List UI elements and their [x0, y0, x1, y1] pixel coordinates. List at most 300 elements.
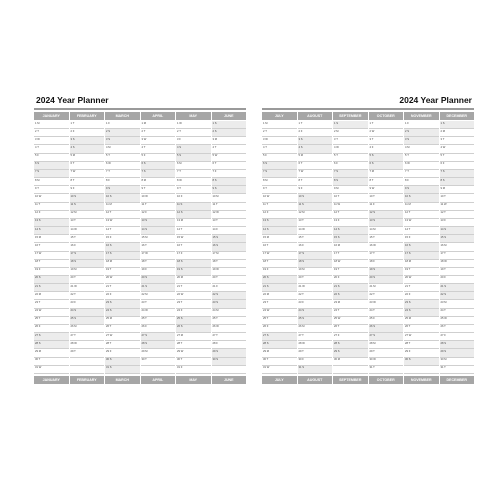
day-cell[interactable] — [176, 268, 211, 276]
day-cell[interactable] — [298, 162, 333, 170]
day-cell[interactable] — [333, 219, 368, 227]
day-cell[interactable] — [369, 333, 404, 341]
day-cell[interactable] — [212, 358, 247, 366]
day-cell[interactable] — [141, 186, 176, 194]
day-cell[interactable] — [404, 129, 439, 137]
day-cell[interactable] — [176, 341, 211, 349]
day-cell[interactable] — [70, 349, 105, 357]
day-cell[interactable] — [105, 219, 140, 227]
day-cell[interactable] — [212, 129, 247, 137]
day-cell[interactable] — [212, 300, 247, 308]
day-cell[interactable] — [176, 121, 211, 129]
day-cell[interactable] — [70, 325, 105, 333]
day-cell[interactable] — [298, 129, 333, 137]
day-cell[interactable] — [262, 211, 297, 219]
day-cell[interactable] — [212, 292, 247, 300]
day-cell[interactable] — [70, 137, 105, 145]
day-cell[interactable] — [298, 292, 333, 300]
day-cell[interactable] — [333, 145, 368, 153]
day-cell[interactable] — [404, 154, 439, 162]
day-cell[interactable] — [105, 137, 140, 145]
day-cell[interactable] — [333, 137, 368, 145]
day-cell[interactable] — [404, 260, 439, 268]
day-cell[interactable] — [141, 358, 176, 366]
day-cell[interactable] — [141, 341, 176, 349]
day-cell[interactable] — [440, 162, 475, 170]
day-cell[interactable] — [298, 276, 333, 284]
day-cell[interactable] — [70, 219, 105, 227]
day-cell[interactable] — [262, 186, 297, 194]
day-cell[interactable] — [440, 203, 475, 211]
day-cell[interactable] — [212, 194, 247, 202]
day-cell[interactable] — [141, 154, 176, 162]
day-cell[interactable] — [404, 317, 439, 325]
day-cell[interactable] — [333, 211, 368, 219]
day-cell[interactable] — [34, 145, 69, 153]
day-cell[interactable] — [34, 325, 69, 333]
day-cell[interactable] — [333, 170, 368, 178]
day-cell[interactable] — [333, 162, 368, 170]
day-cell[interactable] — [298, 178, 333, 186]
day-cell[interactable] — [404, 284, 439, 292]
day-cell[interactable] — [34, 178, 69, 186]
day-cell[interactable] — [440, 284, 475, 292]
day-cell[interactable] — [212, 366, 247, 374]
day-cell[interactable] — [404, 358, 439, 366]
day-cell[interactable] — [440, 366, 475, 374]
day-cell[interactable] — [176, 227, 211, 235]
day-cell[interactable] — [262, 145, 297, 153]
day-cell[interactable] — [70, 145, 105, 153]
day-cell[interactable] — [141, 260, 176, 268]
day-cell[interactable] — [333, 341, 368, 349]
day-cell[interactable] — [70, 252, 105, 260]
day-cell[interactable] — [34, 341, 69, 349]
day-cell[interactable] — [34, 260, 69, 268]
day-cell[interactable] — [105, 227, 140, 235]
day-cell[interactable] — [141, 194, 176, 202]
day-cell[interactable] — [369, 194, 404, 202]
day-cell[interactable] — [404, 349, 439, 357]
day-cell[interactable] — [298, 317, 333, 325]
day-cell[interactable] — [34, 366, 69, 374]
day-cell[interactable] — [70, 341, 105, 349]
day-cell[interactable] — [176, 260, 211, 268]
day-cell[interactable] — [70, 203, 105, 211]
day-cell[interactable] — [262, 317, 297, 325]
day-cell[interactable] — [333, 268, 368, 276]
day-cell[interactable] — [369, 243, 404, 251]
day-cell[interactable] — [176, 186, 211, 194]
day-cell[interactable] — [212, 170, 247, 178]
day-cell[interactable] — [141, 252, 176, 260]
day-cell[interactable] — [262, 129, 297, 137]
day-cell[interactable] — [262, 137, 297, 145]
day-cell[interactable] — [70, 243, 105, 251]
day-cell[interactable] — [105, 186, 140, 194]
day-cell[interactable] — [262, 194, 297, 202]
day-cell[interactable] — [34, 268, 69, 276]
day-cell[interactable] — [404, 325, 439, 333]
day-cell[interactable] — [34, 211, 69, 219]
day-cell[interactable] — [369, 341, 404, 349]
day-cell[interactable] — [298, 154, 333, 162]
day-cell[interactable] — [440, 235, 475, 243]
day-cell[interactable] — [105, 325, 140, 333]
day-cell[interactable] — [262, 276, 297, 284]
day-cell[interactable] — [369, 154, 404, 162]
day-cell[interactable] — [141, 276, 176, 284]
day-cell[interactable] — [440, 129, 475, 137]
day-cell[interactable] — [262, 260, 297, 268]
day-cell[interactable] — [440, 219, 475, 227]
day-cell[interactable] — [212, 154, 247, 162]
day-cell[interactable] — [141, 317, 176, 325]
day-cell[interactable] — [141, 178, 176, 186]
day-cell[interactable] — [298, 219, 333, 227]
day-cell[interactable] — [141, 300, 176, 308]
day-cell[interactable] — [70, 154, 105, 162]
day-cell[interactable] — [333, 252, 368, 260]
day-cell[interactable] — [369, 358, 404, 366]
day-cell[interactable] — [34, 170, 69, 178]
day-cell[interactable] — [440, 317, 475, 325]
day-cell[interactable] — [333, 366, 368, 374]
day-cell[interactable] — [70, 317, 105, 325]
day-cell[interactable] — [176, 194, 211, 202]
day-cell[interactable] — [298, 194, 333, 202]
day-cell[interactable] — [212, 268, 247, 276]
day-cell[interactable] — [369, 235, 404, 243]
day-cell[interactable] — [404, 341, 439, 349]
day-cell[interactable] — [176, 137, 211, 145]
day-cell[interactable] — [298, 300, 333, 308]
day-cell[interactable] — [262, 243, 297, 251]
day-cell[interactable] — [440, 137, 475, 145]
day-cell[interactable] — [105, 349, 140, 357]
day-cell[interactable] — [176, 162, 211, 170]
day-cell[interactable] — [333, 243, 368, 251]
day-cell[interactable] — [298, 203, 333, 211]
day-cell[interactable] — [404, 145, 439, 153]
day-cell[interactable] — [212, 227, 247, 235]
day-cell[interactable] — [369, 170, 404, 178]
day-cell[interactable] — [212, 341, 247, 349]
day-cell[interactable] — [404, 186, 439, 194]
day-cell[interactable] — [404, 178, 439, 186]
day-cell[interactable] — [212, 162, 247, 170]
day-cell[interactable] — [440, 194, 475, 202]
day-cell[interactable] — [105, 203, 140, 211]
day-cell[interactable] — [369, 219, 404, 227]
day-cell[interactable] — [105, 260, 140, 268]
day-cell[interactable] — [369, 178, 404, 186]
day-cell[interactable] — [176, 154, 211, 162]
day-cell[interactable] — [105, 366, 140, 374]
day-cell[interactable] — [369, 317, 404, 325]
day-cell[interactable] — [404, 227, 439, 235]
day-cell[interactable] — [105, 235, 140, 243]
day-cell[interactable] — [70, 300, 105, 308]
day-cell[interactable] — [70, 227, 105, 235]
day-cell[interactable] — [298, 211, 333, 219]
day-cell[interactable] — [212, 325, 247, 333]
day-cell[interactable] — [440, 252, 475, 260]
day-cell[interactable] — [369, 349, 404, 357]
day-cell[interactable] — [70, 129, 105, 137]
day-cell[interactable] — [369, 309, 404, 317]
day-cell[interactable] — [70, 235, 105, 243]
day-cell[interactable] — [141, 325, 176, 333]
day-cell[interactable] — [141, 309, 176, 317]
day-cell[interactable] — [262, 292, 297, 300]
day-cell[interactable] — [105, 129, 140, 137]
day-cell[interactable] — [440, 145, 475, 153]
day-cell[interactable] — [333, 154, 368, 162]
day-cell[interactable] — [141, 243, 176, 251]
day-cell[interactable] — [262, 284, 297, 292]
day-cell[interactable] — [105, 268, 140, 276]
day-cell[interactable] — [404, 300, 439, 308]
day-cell[interactable] — [369, 300, 404, 308]
day-cell[interactable] — [34, 227, 69, 235]
day-cell[interactable] — [141, 284, 176, 292]
day-cell[interactable] — [212, 260, 247, 268]
day-cell[interactable] — [262, 268, 297, 276]
day-cell[interactable] — [369, 137, 404, 145]
day-cell[interactable] — [440, 276, 475, 284]
day-cell[interactable] — [404, 121, 439, 129]
day-cell[interactable] — [105, 333, 140, 341]
day-cell[interactable] — [176, 325, 211, 333]
day-cell[interactable] — [141, 333, 176, 341]
day-cell[interactable] — [34, 129, 69, 137]
day-cell[interactable] — [369, 129, 404, 137]
day-cell[interactable] — [212, 317, 247, 325]
day-cell[interactable] — [34, 162, 69, 170]
day-cell[interactable] — [212, 252, 247, 260]
day-cell[interactable] — [105, 317, 140, 325]
day-cell[interactable] — [440, 333, 475, 341]
day-cell[interactable] — [298, 145, 333, 153]
day-cell[interactable] — [105, 276, 140, 284]
day-cell[interactable] — [176, 292, 211, 300]
day-cell[interactable] — [333, 203, 368, 211]
day-cell[interactable] — [70, 170, 105, 178]
day-cell[interactable] — [141, 137, 176, 145]
day-cell[interactable] — [105, 252, 140, 260]
day-cell[interactable] — [176, 349, 211, 357]
day-cell[interactable] — [141, 129, 176, 137]
day-cell[interactable] — [262, 154, 297, 162]
day-cell[interactable] — [369, 227, 404, 235]
day-cell[interactable] — [333, 186, 368, 194]
day-cell[interactable] — [404, 219, 439, 227]
day-cell[interactable] — [298, 341, 333, 349]
day-cell[interactable] — [176, 252, 211, 260]
day-cell[interactable] — [440, 268, 475, 276]
day-cell[interactable] — [369, 203, 404, 211]
day-cell[interactable] — [176, 219, 211, 227]
day-cell[interactable] — [70, 211, 105, 219]
day-cell[interactable] — [298, 121, 333, 129]
day-cell[interactable] — [212, 219, 247, 227]
day-cell[interactable] — [404, 235, 439, 243]
day-cell[interactable] — [34, 194, 69, 202]
day-cell[interactable] — [262, 300, 297, 308]
day-cell[interactable] — [369, 145, 404, 153]
day-cell[interactable] — [176, 211, 211, 219]
day-cell[interactable] — [404, 252, 439, 260]
day-cell[interactable] — [369, 162, 404, 170]
day-cell[interactable] — [262, 203, 297, 211]
day-cell[interactable] — [212, 145, 247, 153]
day-cell[interactable] — [70, 276, 105, 284]
day-cell[interactable] — [333, 333, 368, 341]
day-cell[interactable] — [176, 178, 211, 186]
day-cell[interactable] — [105, 284, 140, 292]
day-cell[interactable] — [298, 366, 333, 374]
day-cell[interactable] — [105, 243, 140, 251]
day-cell[interactable] — [141, 121, 176, 129]
day-cell[interactable] — [141, 145, 176, 153]
day-cell[interactable] — [298, 309, 333, 317]
day-cell[interactable] — [262, 325, 297, 333]
day-cell[interactable] — [298, 170, 333, 178]
day-cell[interactable] — [141, 211, 176, 219]
day-cell[interactable] — [298, 268, 333, 276]
day-cell[interactable] — [176, 284, 211, 292]
day-cell[interactable] — [298, 284, 333, 292]
day-cell[interactable] — [70, 284, 105, 292]
day-cell[interactable] — [212, 178, 247, 186]
day-cell[interactable] — [404, 333, 439, 341]
day-cell[interactable] — [34, 243, 69, 251]
day-cell[interactable] — [141, 268, 176, 276]
day-cell[interactable] — [262, 366, 297, 374]
day-cell[interactable] — [333, 358, 368, 366]
day-cell[interactable] — [333, 349, 368, 357]
day-cell[interactable] — [369, 121, 404, 129]
day-cell[interactable] — [70, 121, 105, 129]
day-cell[interactable] — [440, 260, 475, 268]
day-cell[interactable] — [369, 211, 404, 219]
day-cell[interactable] — [34, 276, 69, 284]
day-cell[interactable] — [70, 333, 105, 341]
day-cell[interactable] — [105, 358, 140, 366]
day-cell[interactable] — [298, 235, 333, 243]
day-cell[interactable] — [176, 235, 211, 243]
day-cell[interactable] — [440, 178, 475, 186]
day-cell[interactable] — [212, 333, 247, 341]
day-cell[interactable] — [212, 243, 247, 251]
day-cell[interactable] — [440, 341, 475, 349]
day-cell[interactable] — [404, 366, 439, 374]
day-cell[interactable] — [333, 235, 368, 243]
day-cell[interactable] — [333, 300, 368, 308]
day-cell[interactable] — [212, 137, 247, 145]
day-cell[interactable] — [141, 203, 176, 211]
day-cell[interactable] — [440, 358, 475, 366]
day-cell[interactable] — [333, 276, 368, 284]
day-cell[interactable] — [440, 121, 475, 129]
day-cell[interactable] — [298, 325, 333, 333]
day-cell[interactable] — [34, 203, 69, 211]
day-cell[interactable] — [404, 194, 439, 202]
day-cell[interactable] — [34, 235, 69, 243]
day-cell[interactable] — [404, 268, 439, 276]
day-cell[interactable] — [105, 309, 140, 317]
day-cell[interactable] — [34, 219, 69, 227]
day-cell[interactable] — [404, 211, 439, 219]
day-cell[interactable] — [333, 121, 368, 129]
day-cell[interactable] — [333, 284, 368, 292]
day-cell[interactable] — [212, 121, 247, 129]
day-cell[interactable] — [105, 292, 140, 300]
day-cell[interactable] — [176, 300, 211, 308]
day-cell[interactable] — [176, 309, 211, 317]
day-cell[interactable] — [70, 178, 105, 186]
day-cell[interactable] — [440, 211, 475, 219]
day-cell[interactable] — [262, 235, 297, 243]
day-cell[interactable] — [176, 170, 211, 178]
day-cell[interactable] — [262, 121, 297, 129]
day-cell[interactable] — [176, 145, 211, 153]
day-cell[interactable] — [440, 325, 475, 333]
day-cell[interactable] — [333, 178, 368, 186]
day-cell[interactable] — [262, 162, 297, 170]
day-cell[interactable] — [440, 243, 475, 251]
day-cell[interactable] — [70, 260, 105, 268]
day-cell[interactable] — [105, 162, 140, 170]
day-cell[interactable] — [369, 268, 404, 276]
day-cell[interactable] — [404, 243, 439, 251]
day-cell[interactable] — [105, 178, 140, 186]
day-cell[interactable] — [369, 292, 404, 300]
day-cell[interactable] — [176, 358, 211, 366]
day-cell[interactable] — [141, 162, 176, 170]
day-cell[interactable] — [141, 366, 176, 374]
day-cell[interactable] — [34, 186, 69, 194]
day-cell[interactable] — [440, 170, 475, 178]
day-cell[interactable] — [333, 325, 368, 333]
day-cell[interactable] — [262, 219, 297, 227]
day-cell[interactable] — [141, 235, 176, 243]
day-cell[interactable] — [333, 309, 368, 317]
day-cell[interactable] — [105, 154, 140, 162]
day-cell[interactable] — [105, 211, 140, 219]
day-cell[interactable] — [404, 203, 439, 211]
day-cell[interactable] — [34, 333, 69, 341]
day-cell[interactable] — [262, 309, 297, 317]
day-cell[interactable] — [298, 358, 333, 366]
day-cell[interactable] — [70, 358, 105, 366]
day-cell[interactable] — [176, 129, 211, 137]
day-cell[interactable] — [105, 145, 140, 153]
day-cell[interactable] — [333, 194, 368, 202]
day-cell[interactable] — [34, 252, 69, 260]
day-cell[interactable] — [34, 349, 69, 357]
day-cell[interactable] — [70, 186, 105, 194]
day-cell[interactable] — [212, 211, 247, 219]
day-cell[interactable] — [105, 194, 140, 202]
day-cell[interactable] — [70, 292, 105, 300]
day-cell[interactable] — [176, 333, 211, 341]
day-cell[interactable] — [70, 162, 105, 170]
day-cell[interactable] — [262, 227, 297, 235]
day-cell[interactable] — [70, 194, 105, 202]
day-cell[interactable] — [298, 333, 333, 341]
